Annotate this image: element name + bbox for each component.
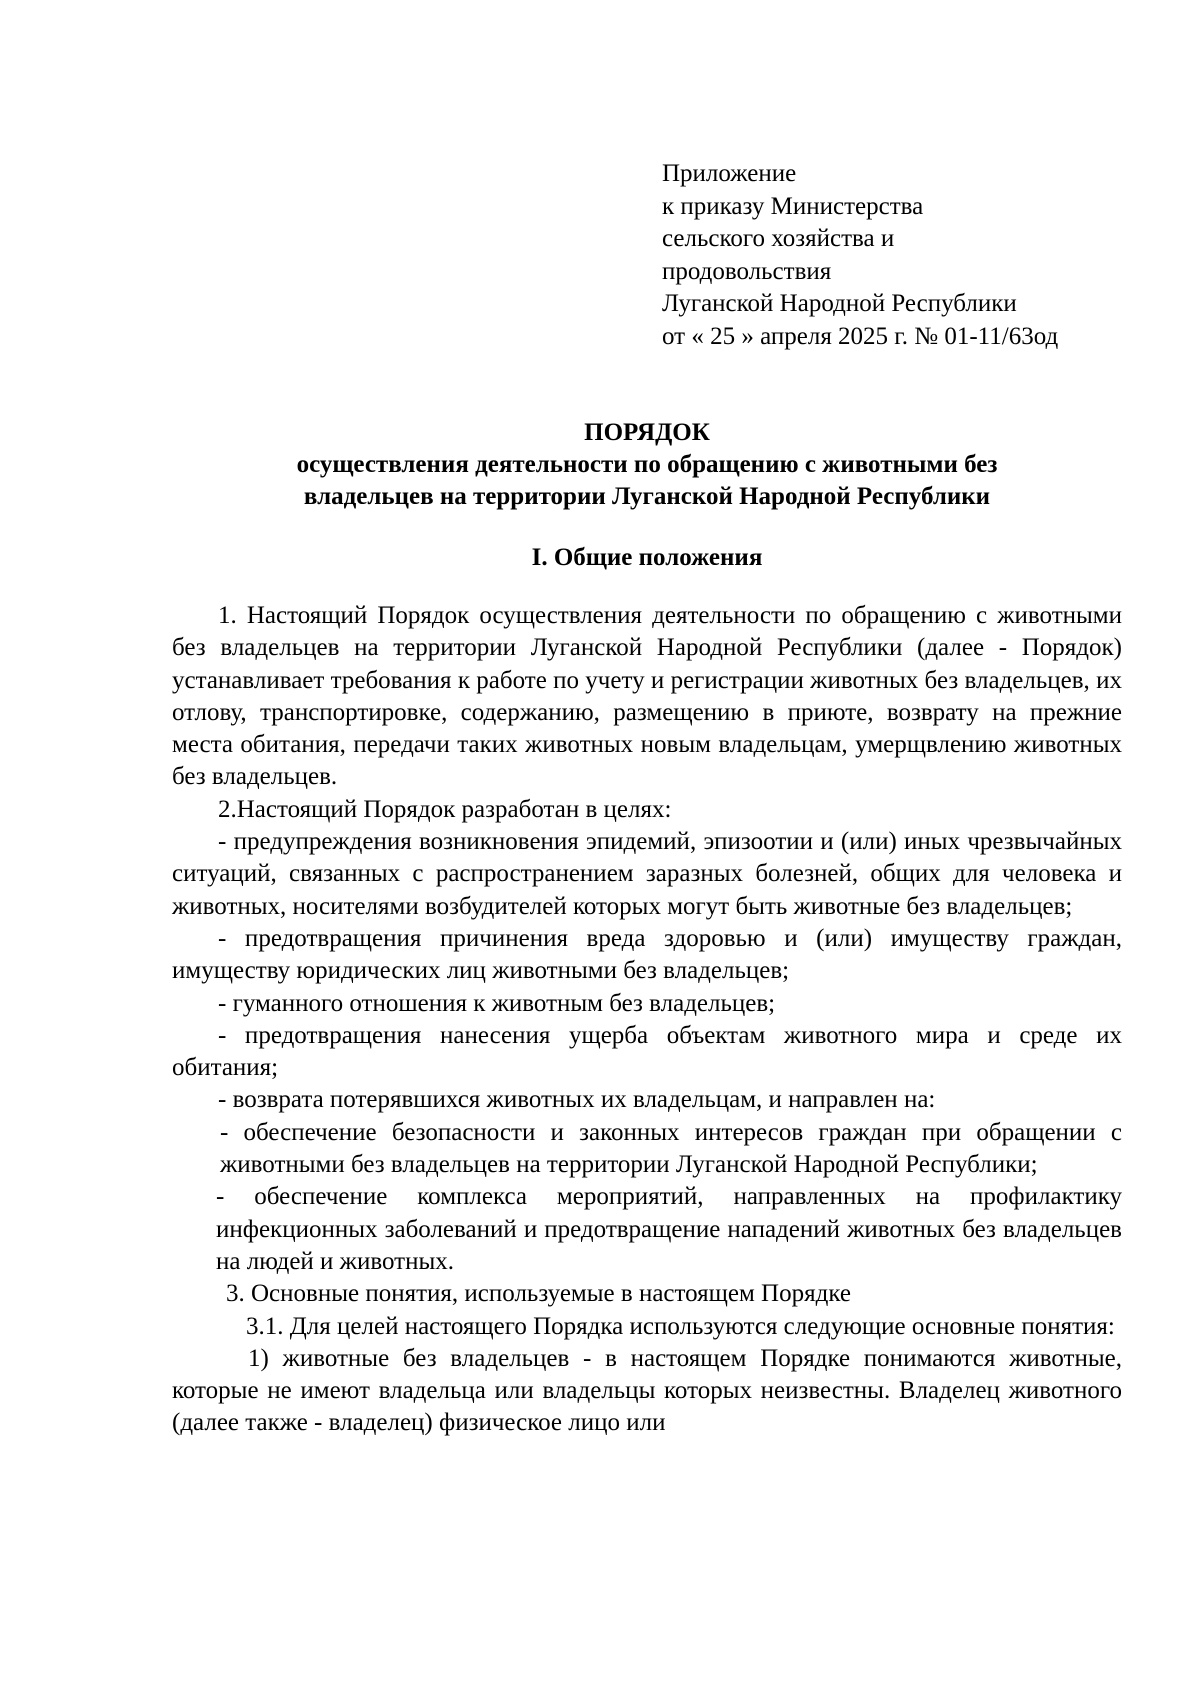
annex-line: к приказу Министерства	[662, 192, 924, 220]
paragraph-10: 3. Основные понятия, используемые в настоящем Порядке	[226, 1280, 851, 1308]
paragraph-3: - предупреждения возникновения эпидемий, эпизоотии и (или) иных чрезвычайных ситуаций, связанных с распространением заразных болезней, общих для человека и животных, носителями возбудителей которых могут быть животные без владельцев;	[172, 828, 1122, 920]
title-main: ПОРЯДОК	[584, 419, 710, 446]
annex-line-order-number: от « 25 » апреля 2025 г. № 01-11/63од	[662, 322, 1059, 350]
annex-line: Луганской Народной Республики	[662, 290, 1017, 317]
paragraph-2: 2.Настоящий Порядок разработан в целях:	[218, 795, 672, 823]
paragraph-12: 1) животные без владельцев - в настоящем Порядке понимаются животные, которые не имеют владельца или владельцы которых неизвестны. Владелец животного (далее также - владелец) физическое лицо или	[172, 1344, 1122, 1437]
document-title	[172, 417, 1122, 513]
paragraph-11: 3.1. Для целей настоящего Порядка используются следующие основные понятия:	[246, 1312, 1115, 1340]
paragraph-6: - предотвращения нанесения ущерба объектам животного мира и среде их обитания;	[172, 1021, 1122, 1082]
section-heading: I. Общие положения	[531, 544, 763, 571]
annex-line: сельского хозяйства и	[662, 225, 895, 252]
title-subtitle-line-2: владельцев на территории Луганской Народной Республики	[303, 483, 991, 510]
paragraph-8: - обеспечение безопасности и законных интересов граждан при обращении с животными без владельцев на территории Луганской Народной Республики;	[220, 1118, 1122, 1179]
annex-line: продовольствия	[662, 257, 832, 285]
document-body	[172, 600, 1122, 1440]
title-subtitle-line-1: осуществления деятельности по обращению с животными без	[296, 451, 998, 478]
paragraph-1: 1. Настоящий Порядок осуществления деятельности по обращению с животными без владельцев на территории Луганской Народной Республики (далее - Порядок) устанавливает требования к работе по учету и регистрации животных без владельцев, их отлову, транспортировке, содержанию, размещению в приюте, возврату на прежние места обитания, передачи таких животных новым владельцам, умерщвлению животных без владельцев.	[172, 602, 1122, 791]
paragraph-9: - обеспечение комплекса мероприятий, направленных на профилактику инфекционных заболеваний и предотвращение нападений животных без владельцев на людей и животных.	[216, 1183, 1122, 1275]
paragraph-7: - возврата потерявшихся животных их владельцам, и направлен на:	[218, 1086, 936, 1114]
paragraph-4: - предотвращения причинения вреда здоровью и (или) имуществу граждан, имуществу юридических лиц животными без владельцев;	[172, 924, 1122, 985]
paragraph-5: - гуманного отношения к животным без владельцев;	[218, 989, 776, 1017]
annex-header	[662, 158, 1058, 353]
annex-line: Приложение	[662, 160, 797, 187]
